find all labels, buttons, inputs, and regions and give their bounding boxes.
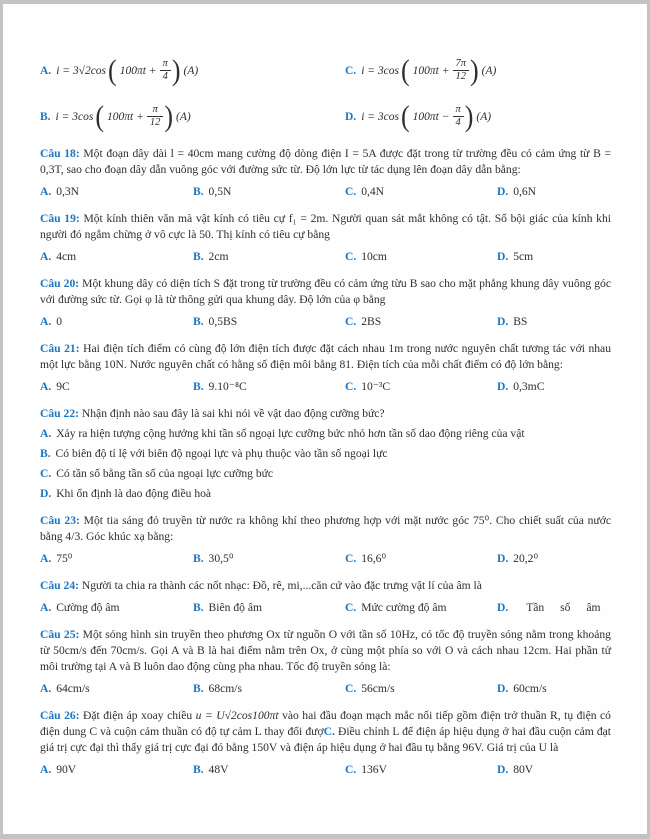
question-block — [40, 341, 611, 395]
answer-options — [40, 681, 611, 697]
open-paren: ( — [108, 53, 117, 87]
option-text: 60cm/s — [513, 682, 547, 695]
question-block — [40, 146, 611, 200]
option-letter: B. — [193, 601, 204, 614]
question-label: Câu 22: — [40, 407, 79, 420]
answer-option — [193, 379, 345, 395]
option-letter: C. — [345, 64, 357, 77]
question-text — [40, 341, 611, 373]
formula-unit: (A) — [176, 110, 191, 123]
option-letter: A. — [40, 552, 52, 565]
option-text: 10cm — [361, 250, 387, 263]
question-body: Một kính thiên văn mà vật kính có tiêu cự f₁ = 2m. Người quan sát mắt không có tật. Số bội giác của kính khi người đó ngắm chừng ở vô cực là 50. Thị kính có tiêu cự bằng — [40, 212, 611, 241]
option-text: 136V — [361, 763, 387, 776]
question-block — [40, 578, 611, 616]
option-text: 64cm/s — [56, 682, 90, 695]
option-text: Mức cường độ âm — [361, 601, 447, 614]
formula-option — [345, 53, 611, 87]
answer-options — [40, 762, 611, 778]
fraction-numerator: π — [162, 57, 168, 69]
questions-section — [40, 146, 611, 778]
formula-unit: (A) — [481, 64, 497, 77]
option-letter: B. — [40, 110, 51, 123]
formula-row — [40, 54, 611, 87]
question-block — [40, 627, 611, 697]
question-label: Câu 18: — [40, 147, 80, 160]
option-text: 68cm/s — [208, 682, 243, 695]
option-letter: D. — [497, 380, 509, 393]
option-letter: A. — [40, 185, 52, 198]
option-letter: D. — [40, 487, 52, 500]
question-segment: Đặt điện áp xoay chiều — [83, 709, 196, 722]
answer-option — [193, 600, 345, 616]
answer-option — [40, 681, 193, 697]
answer-option — [497, 314, 611, 330]
option-text: 2BS — [361, 315, 382, 328]
question-text — [40, 146, 611, 178]
answer-option — [497, 551, 611, 567]
option-text: 56cm/s — [361, 682, 395, 695]
answer-option — [40, 446, 611, 462]
option-letter: B. — [193, 682, 204, 695]
option-letter: B. — [40, 447, 51, 460]
option-text: Biên độ âm — [208, 601, 262, 614]
option-text: 0,5N — [208, 185, 232, 198]
option-letter: A. — [40, 763, 52, 776]
answer-option — [40, 762, 193, 778]
answer-option — [40, 466, 611, 482]
answer-option — [345, 184, 497, 200]
question-block — [40, 276, 611, 330]
question-body: Một sóng hình sin truyền theo phương Ox từ nguồn O với tần số 10Hz, có tốc độ truyền sóng nằm trong khoảng từ 50cm/s đến 70cm/s. Gọi A và B là hai điểm nằm trên Ox, ở cùng một phía so với O và cách nhau 12cm. Hai phần tử môi trường tại A và B luôn dao động cùng pha nhau. Tốc độ truyền sóng là: — [40, 628, 611, 673]
option-letter: B. — [193, 763, 204, 776]
option-text: 20,2⁰ — [513, 552, 539, 565]
answer-option — [40, 426, 611, 442]
option-text: 48V — [208, 763, 229, 776]
option-text: 2cm — [208, 250, 229, 263]
question-block — [40, 708, 611, 778]
option-text: 0,4N — [361, 185, 385, 198]
option-letter: D. — [345, 110, 357, 123]
option-text: 0,3mC — [513, 380, 545, 393]
answer-option — [193, 249, 345, 265]
option-letter: D. — [497, 185, 509, 198]
option-letter: D. — [497, 552, 509, 565]
answer-options — [40, 184, 611, 200]
question-text — [40, 627, 611, 675]
answer-option — [497, 681, 611, 697]
formula-lhs: i = 3cos — [361, 64, 399, 77]
question-text — [40, 276, 611, 308]
option-letter: D. — [497, 763, 509, 776]
question-body: Nhận định nào sau đây là sai khi nói về vật dao động cưỡng bức? — [81, 407, 385, 420]
option-text: 75⁰ — [56, 552, 73, 565]
formula-option — [40, 99, 345, 133]
formula-argument: 100πt + — [412, 64, 450, 77]
answer-option — [345, 762, 497, 778]
option-letter: D. — [497, 315, 509, 328]
answer-option — [345, 681, 497, 697]
question-label: Câu 21: — [40, 342, 80, 355]
option-text: Khi ổn định là dao động điều hoà — [56, 487, 212, 500]
answer-options — [40, 600, 611, 616]
formula-options-section — [40, 54, 611, 133]
answer-option — [345, 551, 497, 567]
open-paren: ( — [400, 53, 410, 87]
formula-unit: (A) — [183, 64, 199, 77]
close-paren: ) — [164, 99, 174, 133]
close-paren: ) — [171, 53, 181, 87]
answer-options — [40, 426, 611, 502]
question-label: Câu 23: — [40, 514, 80, 527]
formula-row — [40, 100, 611, 133]
option-letter: A. — [40, 64, 52, 77]
answer-option — [345, 379, 497, 395]
option-text: 30,5⁰ — [208, 552, 234, 565]
option-text: 0,6N — [513, 185, 537, 198]
option-text: 9.10⁻⁸C — [208, 380, 247, 393]
option-text: 16,6⁰ — [361, 552, 387, 565]
option-text: 0,5BS — [208, 315, 238, 328]
question-segment: Điều chỉnh L để điện áp hiệu dụng ở hai đầu cuộn cảm đạt giá trị cực đại thì thấy giá trị cực đại đó bằng 150V và điện áp hiệu dụng ở hai đầu tụ bằng 96V. Giá trị của U là — [40, 725, 612, 754]
option-letter: A. — [40, 682, 52, 695]
exam-page — [3, 4, 647, 834]
question-segment: u = U√2cos100πt — [195, 709, 279, 722]
option-letter: B. — [193, 552, 204, 565]
fraction — [453, 58, 470, 83]
question-label: Câu 19: — [40, 212, 80, 225]
option-letter: D. — [497, 682, 509, 695]
answer-option — [345, 249, 497, 265]
question-block — [40, 406, 611, 502]
question-label: Câu 20: — [40, 277, 80, 290]
question-body: Hai điện tích điểm có cùng độ lớn điện tích được đặt cách nhau 1m trong nước nguyên chất tương tác với nhau một lực bằng 10N. Nước nguyên chất có hằng số điện môi bằng 81. Điện tích của mỗi chất điểm có độ lớn bằng: — [40, 342, 611, 371]
option-letter: A. — [40, 315, 52, 328]
fraction-denominator: 12 — [147, 116, 164, 129]
answer-option — [40, 379, 193, 395]
answer-option — [193, 681, 345, 697]
formula-argument: 100πt + — [107, 110, 144, 123]
question-body: Một đoạn dây dài l = 40cm mang cường độ dòng điện I = 5A được đặt trong từ trường đều có cảm ứng từ B = 0,3T, sao cho đoạn dây dẫn vuông góc với đường sức từ. Độ lớn lực từ tác dụng lên đoạn dây dẫn bằng: — [40, 147, 611, 176]
question-body: Người ta chia ra thành các nốt nhạc: Đồ, rê, mi,...căn cứ vào đặc trưng vật lí của âm là — [81, 579, 482, 592]
fraction-denominator: 12 — [453, 70, 470, 83]
fraction-numerator: π — [152, 103, 158, 115]
option-text: Có biên độ tỉ lệ với biên độ ngoại lực và phụ thuộc vào tần số ngoại lực — [55, 447, 388, 460]
question-text — [40, 406, 611, 422]
answer-option — [497, 184, 611, 200]
option-letter: D. — [497, 601, 509, 614]
option-text: 5cm — [513, 250, 534, 263]
option-text: 10⁻³C — [361, 380, 391, 393]
option-letter: A. — [40, 380, 52, 393]
answer-option — [193, 762, 345, 778]
answer-option — [193, 314, 345, 330]
option-letter: C. — [345, 601, 357, 614]
option-text: 4cm — [56, 250, 77, 263]
option-text: Cường độ âm — [56, 601, 120, 614]
formula-lhs: i = 3cos — [361, 110, 399, 123]
option-letter: B. — [193, 380, 204, 393]
fraction-denominator: 4 — [453, 116, 464, 129]
question-segment: vào hai đầu đoạn mạch mắc nối tiếp gồm điện trở thuần R, tụ điện có điện dung C và cuộn cảm thuần có độ tự cảm L thay đổi đượ — [40, 709, 611, 738]
option-letter: C. — [345, 682, 357, 695]
fraction-numerator: 7π — [455, 57, 466, 69]
question-label: Câu 24: — [40, 579, 79, 592]
option-text: Xảy ra hiện tượng cộng hưởng khi tần số ngoại lực cưỡng bức nhỏ hơn tần số dao động riêng của vật — [56, 427, 525, 440]
answer-options — [40, 551, 611, 567]
close-paren: ) — [464, 99, 474, 133]
answer-option — [40, 314, 193, 330]
answer-option — [40, 600, 193, 616]
close-paren: ) — [470, 53, 479, 87]
fraction — [160, 58, 171, 83]
question-block — [40, 211, 611, 265]
answer-options — [40, 379, 611, 395]
option-letter: B. — [193, 185, 204, 198]
option-letter: C. — [345, 380, 357, 393]
answer-option — [40, 486, 611, 502]
option-text: 0,3N — [56, 185, 80, 198]
answer-option — [40, 249, 193, 265]
answer-options — [40, 314, 611, 330]
question-text — [40, 513, 611, 545]
answer-option — [193, 184, 345, 200]
option-text: 9C — [56, 380, 70, 393]
question-text — [40, 578, 611, 594]
formula-argument: 100πt + — [119, 64, 157, 77]
answer-option — [193, 551, 345, 567]
answer-option — [345, 600, 497, 616]
option-text: 0 — [56, 315, 62, 328]
answer-option — [497, 762, 611, 778]
answer-options — [40, 249, 611, 265]
option-letter: C. — [40, 467, 52, 480]
fraction-numerator: π — [455, 103, 461, 115]
option-letter: C. — [345, 763, 357, 776]
option-letter: C. — [345, 315, 357, 328]
option-letter: C. — [345, 250, 357, 263]
open-paren: ( — [95, 99, 105, 133]
answer-option — [40, 551, 193, 567]
formula-lhs: i = 3cos — [55, 110, 94, 123]
answer-option — [497, 379, 611, 395]
option-letter: B. — [193, 315, 204, 328]
option-text: BS — [513, 315, 528, 328]
open-paren: ( — [400, 99, 410, 133]
option-letter: A. — [40, 250, 52, 263]
option-letter: A. — [40, 601, 52, 614]
option-letter: A. — [40, 427, 52, 440]
fraction — [453, 104, 464, 129]
formula-unit: (A) — [476, 110, 492, 123]
question-body: Một tia sáng đỏ truyền từ nước ra không khí theo phương hợp với mặt nước góc 75⁰. Cho chiết suất của nước bằng 4/3. Góc khúc xạ bằng: — [40, 514, 611, 543]
formula-option — [345, 99, 611, 133]
option-letter: C. — [345, 552, 357, 565]
question-body: Một khung dây có diện tích S đặt trong từ trường đều có cảm ứng từu B sao cho mặt phẳng khung dây vuông góc với đường sức từ. Gọi φ là từ thông gửi qua khung dây. Độ lớn của φ bằng — [40, 277, 611, 306]
answer-option — [40, 184, 193, 200]
fraction — [147, 104, 164, 129]
question-segment: C. — [323, 725, 335, 738]
question-block — [40, 513, 611, 567]
question-text — [40, 708, 611, 756]
formula-argument: 100πt − — [412, 110, 450, 123]
answer-option — [497, 249, 611, 265]
option-letter: D. — [497, 250, 509, 263]
question-text — [40, 211, 611, 243]
answer-option — [345, 314, 497, 330]
question-label: Câu 25: — [40, 628, 80, 641]
formula-lhs: i = 3√2cos — [56, 64, 107, 77]
formula-option — [40, 53, 345, 87]
answer-option — [497, 600, 611, 616]
option-letter: C. — [345, 185, 357, 198]
option-text: Có tần số bằng tần số của ngoại lực cưỡng bức — [56, 467, 274, 480]
question-label: Câu 26: — [40, 709, 80, 722]
fraction-denominator: 4 — [160, 70, 171, 83]
option-text: 80V — [513, 763, 534, 776]
option-letter: B. — [193, 250, 204, 263]
option-text: Tần số âm — [526, 601, 601, 614]
option-text: 90V — [56, 763, 77, 776]
